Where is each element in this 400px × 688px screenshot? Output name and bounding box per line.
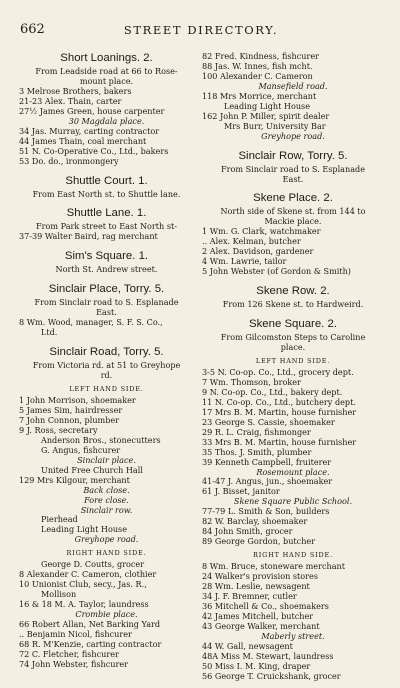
street-heading: Shuttle Lane. 1. — [66, 207, 147, 220]
street-route: East. — [96, 307, 117, 318]
cross-street: Greyhope road. — [261, 131, 325, 141]
directory-entry: 9 J. Ross, secretary — [19, 425, 98, 435]
directory-entry: 51 N. Co-Operative Co., Ltd., bakers — [19, 146, 169, 156]
street-heading: Shuttle Court. 1. — [65, 174, 148, 187]
directory-entry: 162 John P. Miller, spirit dealer — [202, 111, 330, 121]
street-heading: Skene Place. 2. — [253, 192, 333, 205]
directory-entry: 118 Mrs Morrice, merchant — [202, 91, 317, 101]
right-column — [202, 52, 384, 682]
page-title: STREET DIRECTORY. — [123, 23, 279, 37]
directory-entry: 8 Wm. Wood, manager, S. F. S. Co., — [19, 318, 163, 328]
directory-entry: Mollison — [41, 590, 77, 600]
directory-entry: 7 Wm. Thomson, broker — [202, 377, 301, 387]
street-heading: Skene Square. 2. — [248, 318, 338, 331]
cross-street: Crombie place. — [75, 610, 138, 620]
street-heading: Skene Row. 2. — [256, 285, 330, 298]
directory-entry: 68 R. M'Kenzie, carting contractor — [19, 639, 162, 649]
directory-entry: 11 N. Co-op. Co., Ltd., butchery dept. — [202, 397, 356, 407]
side-heading: RIGHT HAND SIDE. — [253, 551, 333, 560]
directory-entry: 129 Mrs Kilgour, merchant — [19, 475, 130, 485]
directory-entry: 44 James Thain, coal merchant — [19, 136, 147, 146]
directory-entry: Mrs Burr, University Bar — [224, 121, 326, 131]
directory-entry: 21-23 Alex. Thain, carter — [19, 96, 122, 106]
side-heading: RIGHT HAND SIDE. — [66, 549, 147, 558]
street-heading: Sinclair Road, Torry. 5. — [49, 346, 164, 359]
directory-entry: 17 Mrs B. M. Martin, house furnisher — [202, 407, 357, 417]
street-route: From 126 Skene st. to Hardweird. — [222, 299, 364, 310]
directory-entry: 4 Wm. Lawrie, tailor — [202, 257, 287, 267]
cross-street: Sinclair place. — [77, 455, 136, 465]
directory-entry: 66 Robert Allan, Net Barking Yard — [19, 619, 161, 629]
cross-street: Fore close. — [84, 495, 129, 505]
directory-entry: 7 John Connon, plumber — [19, 415, 120, 425]
directory-entry: 88 Jas. W. Innes, fish mcht. — [202, 61, 313, 71]
directory-entry: 8 Alexander C. Cameron, clothier — [19, 570, 157, 580]
street-route: East. — [282, 173, 304, 184]
page-header — [20, 22, 382, 38]
directory-entry: 44 W. Gall, newsagent — [202, 641, 293, 651]
page-number: 662 — [20, 22, 45, 37]
directory-entry: 3 Melrose Brothers, bakers — [19, 86, 132, 96]
street-route: From Sinclair road to S. Esplanade — [34, 297, 179, 308]
directory-entry: 84 John Smith, grocer — [202, 527, 293, 537]
directory-entry: 48A Miss M. Stewart, laundress — [202, 651, 334, 661]
directory-entry: 16 & 18 M. A. Taylor, laundress — [19, 600, 149, 610]
street-route: North St. Andrew street. — [55, 264, 158, 275]
cross-street: Rosemount place. — [256, 467, 330, 477]
directory-entry: 9 N. Co-op. Co., Ltd., bakery dept. — [202, 387, 343, 397]
directory-entry: 27½ James Green, house carpenter — [19, 106, 165, 116]
directory-entry: .. Benjamin Nicol, fishcurer — [19, 629, 132, 639]
directory-entry: .. Alex. Kelman, butcher — [202, 237, 301, 247]
street-route: mount place. — [79, 75, 134, 86]
directory-entry: George D. Coutts, grocer — [41, 560, 145, 570]
directory-entry: 1 John Morrison, shoemaker — [19, 396, 136, 406]
directory-entry: 39 Kenneth Campbell, fruiterer — [202, 457, 332, 467]
directory-entry: Leading Light House — [41, 525, 127, 535]
directory-entry: Pierhead — [41, 515, 78, 525]
cross-street: Sinclair row. — [80, 505, 133, 515]
directory-entry: 3-5 N. Co-op. Co., Ltd., grocery dept. — [202, 367, 354, 377]
directory-entry: 37-39 Walter Baird, rag merchant — [19, 232, 158, 242]
cross-street: Mansefield road. — [258, 81, 328, 91]
directory-entry: 100 Alexander C. Cameron — [202, 71, 313, 81]
street-route: From Leadside road at 66 to Rose- — [35, 66, 178, 76]
directory-entry: 1 Wm. G. Clark, watchmaker — [202, 227, 321, 237]
cross-street: Skene Square Public School. — [233, 497, 353, 507]
street-route: From Park street to East North st- — [36, 221, 177, 232]
street-route: From East North st. to Shuttle lane. — [32, 188, 181, 199]
street-heading: Short Loanings. 2. — [60, 52, 153, 64]
directory-entry: 34 J. F. Bremner, cutler — [202, 591, 297, 601]
directory-entry: 35 Thos. J. Smith, plumber — [202, 447, 312, 457]
side-heading: LEFT HAND SIDE. — [69, 385, 144, 394]
directory-entry: 23 George S. Cassie, shoemaker — [202, 417, 335, 427]
street-route: rd. — [100, 370, 113, 381]
directory-entry: 8 Wm. Bruce, stoneware merchant — [202, 562, 345, 572]
directory-entry: Ltd. — [41, 328, 58, 338]
directory-entry: United Free Church Hall — [41, 465, 143, 475]
directory-entry: 89 George Gordon, butcher — [202, 537, 316, 547]
street-route: place. — [280, 342, 306, 353]
directory-entry: 74 John Webster, fishcurer — [19, 659, 128, 669]
street-route: Mackie place. — [264, 216, 322, 227]
directory-entry: 24 Walker's provision stores — [202, 572, 318, 582]
cross-street: Greyhope road. — [74, 535, 139, 545]
cross-street: 30 Magdala place. — [68, 116, 145, 126]
directory-entry: G. Angus, fishcurer — [41, 445, 121, 455]
directory-entry: 43 George Walker, merchant — [202, 621, 320, 631]
directory-entry: 53 Do. do., ironmongery — [19, 156, 119, 166]
directory-entry: 33 Mrs B. M. Martin, house furnisher — [202, 437, 357, 447]
cross-street: Maberly street. — [261, 631, 325, 641]
left-column — [19, 52, 194, 670]
directory-entry: 50 Miss I. M. King, draper — [202, 661, 311, 671]
directory-entry: 10 Unionist Club, secy., Jas. R., — [19, 580, 147, 590]
street-heading: Sinclair Row, Torry. 5. — [238, 149, 348, 162]
directory-entry: 42 James Mitchell, butcher — [202, 611, 314, 621]
directory-entry: 34 Jas. Murray, carting contractor — [19, 126, 160, 136]
street-route: From Sinclair road to S. Esplanade — [220, 163, 365, 174]
directory-entry: 5 John Webster (of Gordon & Smith) — [202, 267, 351, 277]
directory-entry: 56 George T. Cruickshank, grocer — [202, 671, 341, 681]
street-route: From Victoria rd. at 51 to Greyhope — [32, 360, 181, 371]
cross-street: Back close. — [83, 485, 130, 495]
street-route: North side of Skene st. from 144 to — [220, 206, 366, 217]
street-heading: Sim's Square. 1. — [64, 250, 149, 263]
directory-entry: 36 Mitchell & Co., shoemakers — [202, 601, 329, 611]
directory-entry: 28 Wm. Leslie, newsagent — [202, 581, 310, 591]
directory-entry: Anderson Bros., stonecutters — [41, 435, 161, 445]
directory-entry: 41-47 J. Angus, jun., shoemaker — [202, 477, 333, 487]
directory-entry: 82 W. Barclay, shoemaker — [202, 517, 308, 527]
directory-entry: 61 J. Bisset, janitor — [202, 487, 280, 497]
directory-entry: 2 Alex. Davidson, gardener — [202, 247, 314, 257]
directory-entry: 82 Fred. Kindness, fishcurer — [202, 52, 319, 61]
street-route: From Gilcomston Steps to Caroline — [220, 332, 366, 343]
directory-entry: 72 C. Fletcher, fishcurer — [19, 649, 119, 659]
side-heading: LEFT HAND SIDE. — [255, 357, 331, 366]
directory-entry: 5 James Sim, hairdresser — [19, 405, 123, 415]
directory-entry: 29 R. L. Craig, fishmonger — [202, 427, 311, 437]
directory-entry: 77-79 L. Smith & Son, builders — [202, 507, 330, 517]
street-heading: Sinclair Place, Torry. 5. — [48, 283, 165, 296]
directory-entry: Leading Light House — [224, 101, 310, 111]
